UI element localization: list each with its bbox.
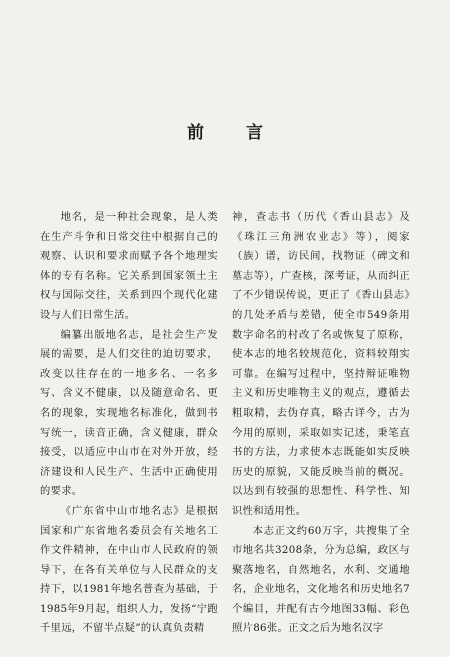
paragraph: 神，查志书（历代《香山县志》及《珠江三角洲农业志》等），阅家（族）谱，访民间，找物证（碑文和墓志等），广查核，深考证，从而纠正了不少错误传说，更正了《香山县志》的几处矛盾与差错，使全市549条用数字命名的村改了名或恢复了原称，使本志的地名较规范化，资料较翔实可靠。在编写过程中，坚持辩证唯物主义和历史唯物主义的观点，遵循去粗取精，去伪存真，略古详今，古为今用的原则，采取如实记述，秉笔直书的方法，力求使本志既能如实反映历史的原貌，又能反映当前的概况。以达到有较强的思想性、科学性、知识性和适用性。 xyxy=(232,211,410,517)
page-title: 前 言 xyxy=(187,123,281,143)
paragraph: 《广东省中山市地名志》是根据国家和广东省地名委员会有关地名工作文件精神，在中山市人民政府的领导下，在各有关单位与人民群众的支持下，以1981年地名普查为基础，于1985年9月起，组织人力，发扬“宁跑千里远，不留半点疑”的认真负责精 xyxy=(40,504,218,635)
right-column xyxy=(232,208,410,639)
paragraph: 编纂出版地名志，是社会生产发展的需要，是人们交往的迫切要求，改变以往存在的一地多名、一名多写、含义不健康，以及随意命名、更名的现象，实现地名标准化，做到书写统一，读音正确，含义健康，群众接受，以适应中山市在对外开放，经济建设和人民生产、生活中正确使用的要求。 xyxy=(40,328,218,498)
left-column xyxy=(40,208,218,639)
paragraph: 地名，是一种社会现象，是人类在生产斗争和日常交往中根据自己的观察、认识和要求而赋予各个地理实体的专有名称。它关系到国家领土主权与国际交往，关系到四个现代化建设与人们日常生活。 xyxy=(40,211,218,321)
paragraph: 本志正文约60万字，共搜集了全市地名共3208条，分为总编，政区与聚落地名，自然地名，水利、交通地名，企业地名，文化地名和历史地名7个编目，并配有古今地图33幅、彩色照片86张。正文之后为地名汉字 xyxy=(232,524,410,635)
